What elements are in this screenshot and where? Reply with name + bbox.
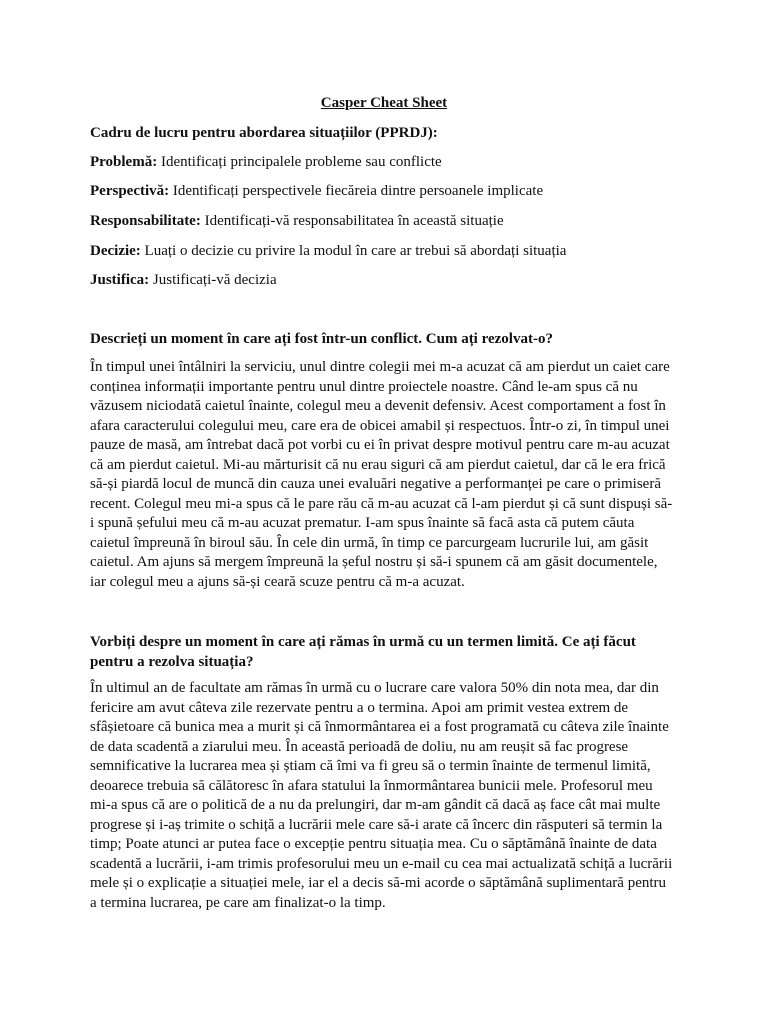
answer-line: fericire am avut câteva zile rezervate pentru a o termina. Apoi am primit vestea extrem de — [90, 699, 629, 716]
answer-line: scadentă a lucrării, i-am trimis profesorului meu un e-mail cu cea mai actualizată schiță a lucrării — [90, 855, 673, 872]
section-2-question — [90, 632, 690, 672]
answer-line: caietul împreună în biroul său. În cele din urmă, în timp ce parcurgeam lucrurile lui, am găsit — [90, 534, 649, 551]
answer-line: conținea informații importante pentru unul dintre proiectele noastre. Când le-am spus că nu — [90, 378, 638, 395]
answer-line: În timpul unei întâlniri la serviciu, unul dintre colegii mei m-a acuzat că am pierdut un caiet care — [90, 359, 670, 375]
question-line: Descrieți un moment în care ați fost într-un conflict. Cum ați rezolvat-o? — [90, 331, 553, 347]
answer-line: caietul. Am ajuns să mergem împreună la șeful nostru și să-i spunem că am găsit documentele, — [90, 554, 658, 570]
framework-item-perspective — [90, 181, 690, 201]
answer-line: iar colegul meu a ajuns să-și ceară scuze pentru că m-a acuzat. — [90, 573, 465, 590]
answer-line: În ultimul an de facultate am rămas în urmă cu o lucrare care valora 50% din nota mea, dar din — [90, 680, 659, 696]
answer-line: mi-a spus că are o politică de a nu da prelungiri, dar m-am gândit că dacă aș face cât mai multe — [90, 797, 661, 813]
question-line: Vorbiți despre un moment în care ați rămas în urmă cu un termen limită. Ce ați făcut — [90, 634, 636, 650]
framework-term: Decizie: — [90, 243, 141, 259]
framework-text: Identificați-vă responsabilitatea în această situație — [200, 213, 504, 229]
framework-text: Identificați perspectivele fiecăreia dintre persoanele implicate — [169, 183, 544, 199]
answer-line: mele și o explicație a situației mele, iar el a decis să-mi acorde o săptămână suplimentară pentru — [90, 875, 667, 891]
answer-line: recent. Colegul meu mi-a spus că le pare rău că m-au acuzat că l-am pierdut și că sunt dispuși să- — [90, 495, 673, 512]
answer-line: afara caracterului colegului meu, care era de obicei amabil și respectuos. Într-o zi, în timpul unei — [90, 417, 670, 434]
framework-heading: Cadru de lucru pentru abordarea situațiilor (PPRDJ): — [90, 125, 438, 141]
document-title: Casper Cheat Sheet — [320, 95, 448, 111]
answer-line: semnificative la lucrarea mea și știam că îmi va fi greu să o termin înainte de termenul limită, — [90, 758, 651, 774]
framework-item-problem — [90, 152, 690, 172]
answer-line: pauze de masă, am întrebat dacă pot vorbi cu ei în privat despre motivul pentru care m-au acuzat — [90, 437, 670, 453]
answer-line: de data scadentă a ziarului meu. În această perioadă de doliu, nu am reușit să fac progrese — [90, 738, 629, 755]
framework-term: Responsabilitate: — [90, 213, 201, 229]
framework-text: Justificați-vă decizia — [149, 272, 277, 288]
framework-term: Perspectivă: — [90, 183, 170, 199]
question-line: pentru a rezolva situația? — [90, 654, 254, 670]
framework-term: Justifica: — [90, 272, 150, 288]
answer-line: sfâșietoare că bunica mea a murit și că înmormântarea ei a fost programată cu câteva zile înainte — [90, 719, 669, 735]
answer-line: i spună șefului meu că m-au acuzat prematur. I-am spus înainte să facă asta că putem căuta — [90, 515, 635, 531]
framework-item-responsibility — [90, 211, 690, 231]
answer-line: văzusem niciodată caietul înainte, colegul meu a devenit defensiv. Acest comportament a fost în — [90, 398, 666, 414]
section-2-answer — [90, 679, 690, 913]
framework-text: Identificați principalele probleme sau conflicte — [157, 154, 442, 170]
answer-line: că am pierdut caietul. Mi-au mărturisit că nu erau siguri că am pierdut caietul, dar că le era frică — [90, 456, 666, 473]
answer-line: a termina lucrarea, pe care am finalizat-o la timp. — [90, 894, 386, 911]
section-1-question — [90, 329, 690, 349]
section-1-answer — [90, 358, 690, 592]
answer-line: să-și piardă locul de muncă din cauza unei evaluări negative a performanței pe care o primiseră — [90, 476, 661, 492]
answer-line: timp; Poate atunci ar putea face o excepție pentru situația mea. Cu o săptămână înainte de data — [90, 836, 657, 852]
framework-term: Problemă: — [90, 154, 158, 170]
framework-item-justify — [90, 270, 690, 290]
framework-text: Luați o decizie cu privire la modul în care ar trebui să abordați situația — [140, 243, 567, 259]
answer-line: progrese și i-aș trimite o schiță a lucrării mele care să-i arate că încerc din răsputeri să termin la — [90, 816, 663, 833]
framework-item-decision — [90, 241, 690, 261]
answer-line: deoarece trebuia să călătoresc în afara statului la înmormântarea bunicii mele. Profesorul meu — [90, 777, 653, 794]
